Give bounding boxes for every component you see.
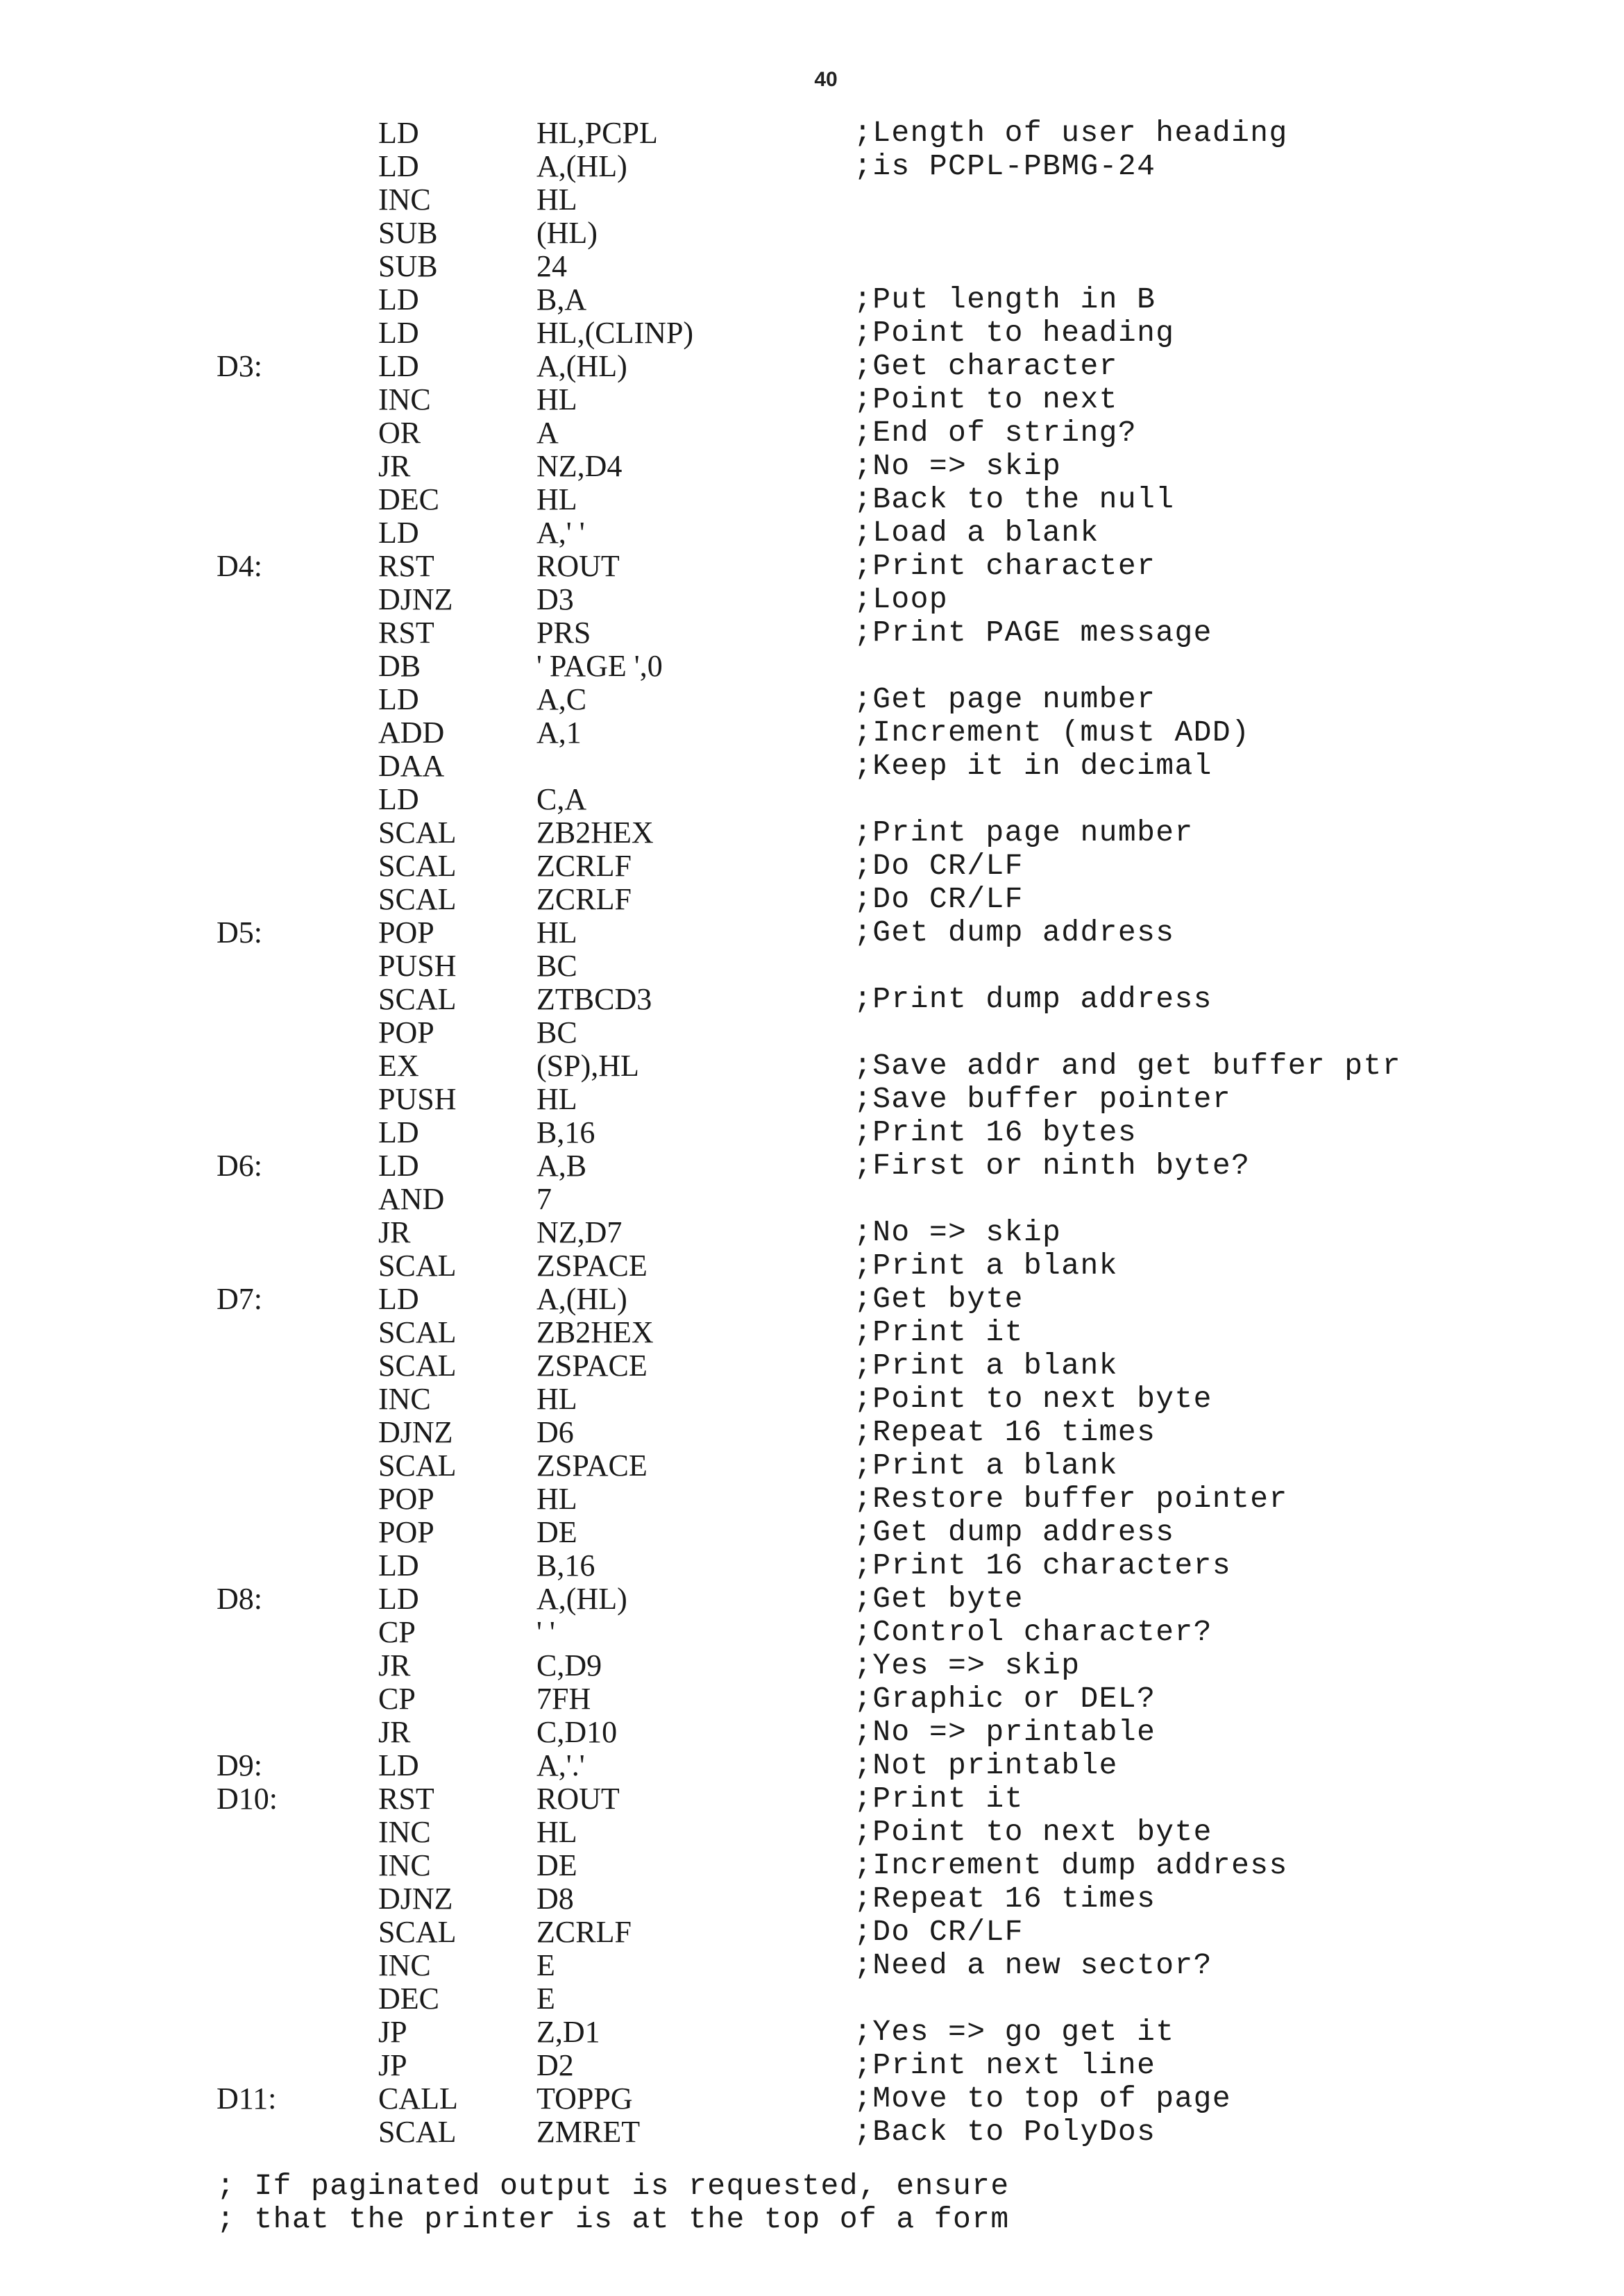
line-comment: ;Print it: [854, 1782, 1024, 1816]
line-comment: ;First or ninth byte?: [854, 1149, 1251, 1183]
code-line: [0, 883, 1624, 916]
line-comment: ;Back to PolyDos: [854, 2115, 1156, 2149]
code-line: [0, 1316, 1624, 1349]
operand: B,16: [536, 1115, 595, 1149]
opcode: CALL: [378, 2082, 458, 2116]
line-label: D3:: [217, 349, 262, 383]
opcode: PUSH: [378, 949, 457, 983]
operand: BC: [536, 949, 577, 983]
code-line: [0, 783, 1624, 816]
line-comment: ;Graphic or DEL?: [854, 1682, 1156, 1716]
code-line: [0, 1916, 1624, 1949]
line-comment: ;Control character?: [854, 1615, 1212, 1649]
operand: ZB2HEX: [536, 816, 654, 850]
opcode: LD: [378, 1115, 419, 1149]
code-line: [0, 1049, 1624, 1083]
code-line: [0, 383, 1624, 416]
opcode: LD: [378, 349, 419, 383]
line-comment: ;Print dump address: [854, 982, 1212, 1016]
operand: BC: [536, 1015, 577, 1049]
line-comment: ;No => skip: [854, 449, 1062, 483]
assembly-listing: [0, 117, 1624, 2149]
opcode: LD: [378, 116, 419, 150]
code-line: [0, 2082, 1624, 2116]
opcode: SCAL: [378, 2115, 457, 2149]
opcode: LD: [378, 149, 419, 183]
code-line: [0, 1549, 1624, 1582]
opcode: POP: [378, 1515, 434, 1549]
line-comment: ;Print 16 bytes: [854, 1115, 1137, 1149]
line-comment: ;Print next line: [854, 2048, 1156, 2082]
code-line: [0, 683, 1624, 716]
operand: HL,(CLINP): [536, 316, 694, 350]
line-comment: ;Not printable: [854, 1748, 1118, 1782]
code-line: [0, 1416, 1624, 1449]
opcode: JP: [378, 2048, 407, 2082]
line-label: D9:: [217, 1748, 262, 1782]
line-comment: ;Yes => go get it: [854, 2015, 1175, 2049]
operand: A,'.': [536, 1748, 585, 1782]
opcode: LD: [378, 782, 419, 816]
code-line: [0, 1716, 1624, 1749]
opcode: SUB: [378, 216, 438, 250]
code-line: [0, 117, 1624, 150]
opcode: SCAL: [378, 1915, 457, 1949]
line-comment: ;Print it: [854, 1315, 1024, 1349]
code-line: [0, 949, 1624, 983]
operand: A: [536, 416, 559, 450]
line-comment: ;Print character: [854, 549, 1156, 583]
code-line: [0, 1682, 1624, 1716]
line-comment: ;Restore buffer pointer: [854, 1482, 1288, 1516]
opcode: CP: [378, 1682, 416, 1716]
operand: HL: [536, 1815, 577, 1849]
line-comment: ;is PCPL-PBMG-24: [854, 149, 1156, 183]
operand: D2: [536, 2048, 574, 2082]
line-comment: ;End of string?: [854, 416, 1137, 450]
operand: HL: [536, 183, 577, 217]
code-line: [0, 1882, 1624, 1916]
footer-comment-block: [217, 2170, 1010, 2236]
line-comment: ;Move to top of page: [854, 2082, 1232, 2116]
line-comment: ;Get byte: [854, 1582, 1024, 1616]
operand: A,' ': [536, 516, 585, 550]
opcode: INC: [378, 1815, 431, 1849]
operand: 7: [536, 1182, 552, 1216]
line-comment: ;Increment dump address: [854, 1848, 1288, 1882]
code-line: [0, 1982, 1624, 2016]
operand: ROUT: [536, 1782, 620, 1816]
footer-comment-line: ; If paginated output is requested, ensure: [217, 2169, 1010, 2203]
line-comment: ;Print page number: [854, 816, 1194, 850]
operand: A,(HL): [536, 149, 627, 183]
code-line: [0, 1516, 1624, 1549]
line-label: D8:: [217, 1582, 262, 1616]
code-line: [0, 316, 1624, 350]
line-comment: ;Print PAGE message: [854, 616, 1212, 650]
line-comment: ;Get dump address: [854, 1515, 1175, 1549]
opcode: INC: [378, 1848, 431, 1882]
footer-comment-line: ; that the printer is at the top of a form: [217, 2202, 1010, 2236]
operand: A,1: [536, 716, 582, 750]
opcode: DEC: [378, 1982, 439, 2016]
operand: ZSPACE: [536, 1449, 648, 1483]
opcode: INC: [378, 183, 431, 217]
opcode: SCAL: [378, 882, 457, 916]
opcode: RST: [378, 616, 434, 650]
code-line: [0, 2116, 1624, 2149]
code-line: [0, 1782, 1624, 1816]
opcode: INC: [378, 1382, 431, 1416]
line-comment: ;Need a new sector?: [854, 1948, 1212, 1982]
operand: DE: [536, 1848, 577, 1882]
opcode: SCAL: [378, 816, 457, 850]
operand: HL: [536, 1482, 577, 1516]
operand: ROUT: [536, 549, 620, 583]
opcode: LD: [378, 1748, 419, 1782]
opcode: LD: [378, 1149, 419, 1183]
operand: ZSPACE: [536, 1349, 648, 1383]
code-line: [0, 1816, 1624, 1849]
opcode: SCAL: [378, 1249, 457, 1283]
line-comment: ;Save buffer pointer: [854, 1082, 1232, 1116]
code-line: [0, 150, 1624, 183]
code-line: [0, 1183, 1624, 1216]
opcode: LD: [378, 282, 419, 316]
code-line: [0, 850, 1624, 883]
code-line: [0, 2049, 1624, 2082]
code-line: [0, 1283, 1624, 1316]
code-line: [0, 1616, 1624, 1649]
operand: HL,PCPL: [536, 116, 658, 150]
operand: Z,D1: [536, 2015, 600, 2049]
opcode: EX: [378, 1049, 419, 1083]
code-line: [0, 1116, 1624, 1149]
line-comment: ;Load a blank: [854, 516, 1099, 550]
operand: ZSPACE: [536, 1249, 648, 1283]
operand: ZMRET: [536, 2115, 641, 2149]
code-line: [0, 450, 1624, 483]
code-line: [0, 1483, 1624, 1516]
code-line: [0, 1849, 1624, 1882]
code-line: [0, 1649, 1624, 1682]
operand: A,B: [536, 1149, 587, 1183]
opcode: DAA: [378, 749, 445, 783]
opcode: SCAL: [378, 1449, 457, 1483]
operand: A,(HL): [536, 1582, 627, 1616]
opcode: SCAL: [378, 982, 457, 1016]
opcode: AND: [378, 1182, 445, 1216]
code-line: [0, 283, 1624, 316]
operand: HL: [536, 915, 577, 949]
opcode: LD: [378, 682, 419, 716]
opcode: SCAL: [378, 849, 457, 883]
code-line: [0, 250, 1624, 283]
operand: TOPPG: [536, 2082, 633, 2116]
code-line: [0, 2016, 1624, 2049]
operand: NZ,D4: [536, 449, 623, 483]
operand: A,(HL): [536, 1282, 627, 1316]
opcode: JR: [378, 1215, 411, 1249]
operand: E: [536, 1948, 555, 1982]
operand: ZCRLF: [536, 849, 632, 883]
code-line: [0, 816, 1624, 850]
line-comment: ;Keep it in decimal: [854, 749, 1212, 783]
line-comment: ;Print 16 characters: [854, 1548, 1232, 1582]
operand: PRS: [536, 616, 591, 650]
code-line: [0, 550, 1624, 583]
code-line: [0, 1016, 1624, 1049]
operand: C,A: [536, 782, 587, 816]
code-line: [0, 183, 1624, 217]
opcode: JR: [378, 1648, 411, 1682]
operand: DE: [536, 1515, 577, 1549]
line-comment: ;Save addr and get buffer ptr: [854, 1049, 1401, 1083]
opcode: JR: [378, 1715, 411, 1749]
opcode: JP: [378, 2015, 407, 2049]
operand: D3: [536, 582, 574, 616]
opcode: DB: [378, 649, 421, 683]
line-label: D10:: [217, 1782, 278, 1816]
opcode: PUSH: [378, 1082, 457, 1116]
operand: B,16: [536, 1548, 595, 1582]
line-label: D6:: [217, 1149, 262, 1183]
opcode: OR: [378, 416, 421, 450]
operand: D6: [536, 1415, 574, 1449]
opcode: POP: [378, 915, 434, 949]
code-line: [0, 1349, 1624, 1383]
operand: ZTBCD3: [536, 982, 652, 1016]
code-line: [0, 983, 1624, 1016]
line-comment: ;Get page number: [854, 682, 1156, 716]
operand: HL: [536, 1082, 577, 1116]
operand: 24: [536, 249, 567, 283]
opcode: DJNZ: [378, 1415, 453, 1449]
line-comment: ;Get character: [854, 349, 1118, 383]
line-comment: ;Loop: [854, 582, 949, 616]
line-comment: ;Point to next: [854, 382, 1118, 416]
code-line: [0, 416, 1624, 450]
code-line: [0, 350, 1624, 383]
line-comment: ;No => printable: [854, 1715, 1156, 1749]
opcode: INC: [378, 1948, 431, 1982]
line-comment: ;Do CR/LF: [854, 849, 1024, 883]
line-comment: ;Print a blank: [854, 1449, 1118, 1483]
page-number: 40: [814, 68, 838, 91]
code-line: [0, 483, 1624, 516]
line-comment: ;Repeat 16 times: [854, 1882, 1156, 1916]
opcode: LD: [378, 316, 419, 350]
opcode: LD: [378, 1582, 419, 1616]
operand: ZCRLF: [536, 1915, 632, 1949]
line-comment: ;Yes => skip: [854, 1648, 1081, 1682]
operand: ' PAGE ',0: [536, 649, 663, 683]
line-comment: ;Point to next byte: [854, 1815, 1212, 1849]
code-line: [0, 217, 1624, 250]
operand: D8: [536, 1882, 574, 1916]
line-comment: ;Repeat 16 times: [854, 1415, 1156, 1449]
opcode: RST: [378, 1782, 434, 1816]
code-line: [0, 1582, 1624, 1616]
line-comment: ;Print a blank: [854, 1349, 1118, 1383]
opcode: SUB: [378, 249, 438, 283]
opcode: JR: [378, 449, 411, 483]
operand: HL: [536, 1382, 577, 1416]
opcode: DEC: [378, 482, 439, 516]
line-comment: ;Get byte: [854, 1282, 1024, 1316]
operand: A,C: [536, 682, 587, 716]
operand: E: [536, 1982, 555, 2016]
operand: HL: [536, 382, 577, 416]
code-line: [0, 583, 1624, 616]
operand: HL: [536, 482, 577, 516]
opcode: SCAL: [378, 1315, 457, 1349]
operand: A,(HL): [536, 349, 627, 383]
opcode: CP: [378, 1615, 416, 1649]
code-line: [0, 516, 1624, 550]
code-line: [0, 1249, 1624, 1283]
opcode: DJNZ: [378, 1882, 453, 1916]
line-comment: ;Do CR/LF: [854, 1915, 1024, 1949]
opcode: POP: [378, 1482, 434, 1516]
code-line: [0, 750, 1624, 783]
line-comment: ;Back to the null: [854, 482, 1175, 516]
opcode: LD: [378, 1282, 419, 1316]
opcode: LD: [378, 516, 419, 550]
code-line: [0, 650, 1624, 683]
opcode: LD: [378, 1548, 419, 1582]
operand: C,D9: [536, 1648, 602, 1682]
operand: ZCRLF: [536, 882, 632, 916]
line-comment: ;Put length in B: [854, 282, 1156, 316]
code-line: [0, 1449, 1624, 1483]
line-comment: ;Do CR/LF: [854, 882, 1024, 916]
line-comment: ;Length of user heading: [854, 116, 1288, 150]
code-line: [0, 616, 1624, 650]
opcode: DJNZ: [378, 582, 453, 616]
opcode: POP: [378, 1015, 434, 1049]
operand: (SP),HL: [536, 1049, 639, 1083]
operand: 7FH: [536, 1682, 591, 1716]
line-comment: ;Print a blank: [854, 1249, 1118, 1283]
code-line: [0, 1749, 1624, 1782]
code-line: [0, 716, 1624, 750]
operand: C,D10: [536, 1715, 618, 1749]
line-comment: ;Increment (must ADD): [854, 716, 1251, 750]
line-label: D7:: [217, 1282, 262, 1316]
code-line: [0, 916, 1624, 949]
operand: (HL): [536, 216, 598, 250]
opcode: SCAL: [378, 1349, 457, 1383]
opcode: RST: [378, 549, 434, 583]
line-comment: ;No => skip: [854, 1215, 1062, 1249]
line-label: D5:: [217, 915, 262, 949]
line-comment: ;Point to heading: [854, 316, 1175, 350]
code-line: [0, 1083, 1624, 1116]
operand: ' ': [536, 1615, 555, 1649]
code-line: [0, 1383, 1624, 1416]
code-line: [0, 1949, 1624, 1982]
code-line: [0, 1216, 1624, 1249]
code-line: [0, 1149, 1624, 1183]
opcode: ADD: [378, 716, 445, 750]
operand: NZ,D7: [536, 1215, 623, 1249]
operand: B,A: [536, 282, 587, 316]
opcode: INC: [378, 382, 431, 416]
line-comment: ;Point to next byte: [854, 1382, 1212, 1416]
operand: ZB2HEX: [536, 1315, 654, 1349]
line-label: D11:: [217, 2082, 277, 2116]
line-comment: ;Get dump address: [854, 915, 1175, 949]
line-label: D4:: [217, 549, 262, 583]
